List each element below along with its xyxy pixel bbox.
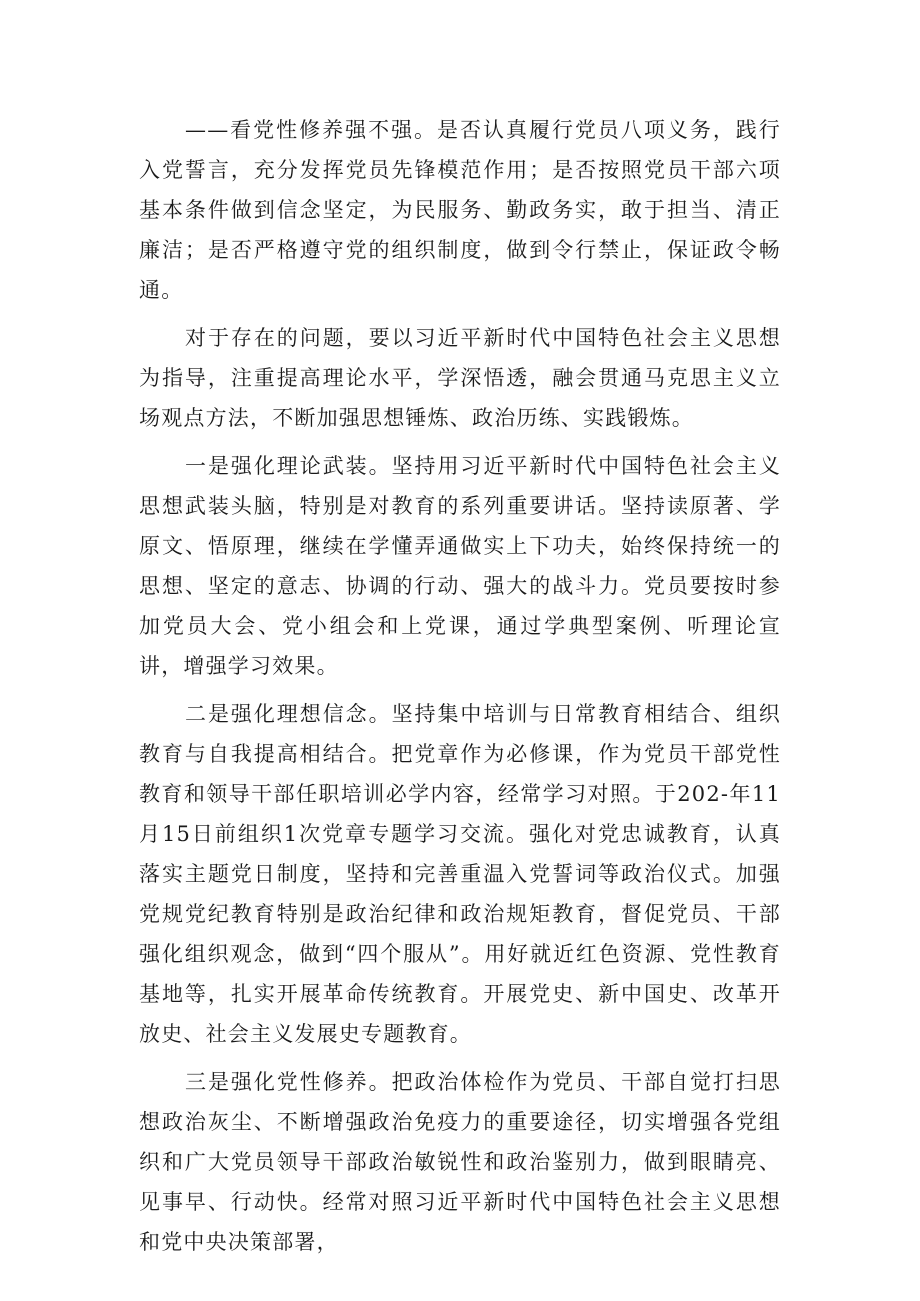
paragraph-theory-armament: 一是强化理论武装。坚持用习近平新时代中国特色社会主义思想武装头脑，特别是对教育的系列重要讲话。坚持读原著、学原文、悟原理，继续在学懂弄通做实上下功夫，始终保持统一的思想、坚定的意志、协调的行动、强大的战斗力。党员要按时参加党员大会、党小组会和上党课，通过学典型案例、听理论宣讲，增强学习效果。: [139, 454, 781, 678]
paragraph-problem-guidance: 对于存在的问题，要以习近平新时代中国特色社会主义思想为指导，注重提高理论水平，学深悟透，融会贯通马克思主义立场观点方法，不断加强思想锤炼、政治历练、实践锻炼。: [139, 326, 781, 430]
paragraph-party-cultivation: 三是强化党性修养。把政治体检作为党员、干部自觉打扫思想政治灰尘、不断增强政治免疫力的重要途径，切实增强各党组织和广大党员领导干部政治敏锐性和政治鉴别力，做到眼睛亮、见事早、行动快。经常对照习近平新时代中国特色社会主义思想和党中央决策部署，: [139, 1070, 781, 1254]
document-body: [139, 110, 781, 1270]
paragraph-ideals-beliefs: 二是强化理想信念。坚持集中培训与日常教育相结合、组织教育与自我提高相结合。把党章作为必修课，作为党员干部党性教育和领导干部任职培训必学内容，经常学习对照。于202-年11月15日前组织1次党章专题学习交流。强化对党忠诚教育，认真落实主题党日制度，坚持和完善重温入党誓词等政治仪式。加强党规党纪教育特别是政治纪律和政治规矩教育，督促党员、干部强化组织观念，做到“四个服从”。用好就近红色资源、党性教育基地等，扎实开展革命传统教育。开展党史、新中国史、改革开放史、社会主义发展史专题教育。: [139, 702, 781, 1046]
paragraph-party-spirit-check: ——看党性修养强不强。是否认真履行党员八项义务，践行入党誓言，充分发挥党员先锋模范作用；是否按照党员干部六项基本条件做到信念坚定，为民服务、勤政务实，敢于担当、清正廉洁；是否严格遵守党的组织制度，做到令行禁止，保证政令畅通。: [139, 118, 781, 302]
